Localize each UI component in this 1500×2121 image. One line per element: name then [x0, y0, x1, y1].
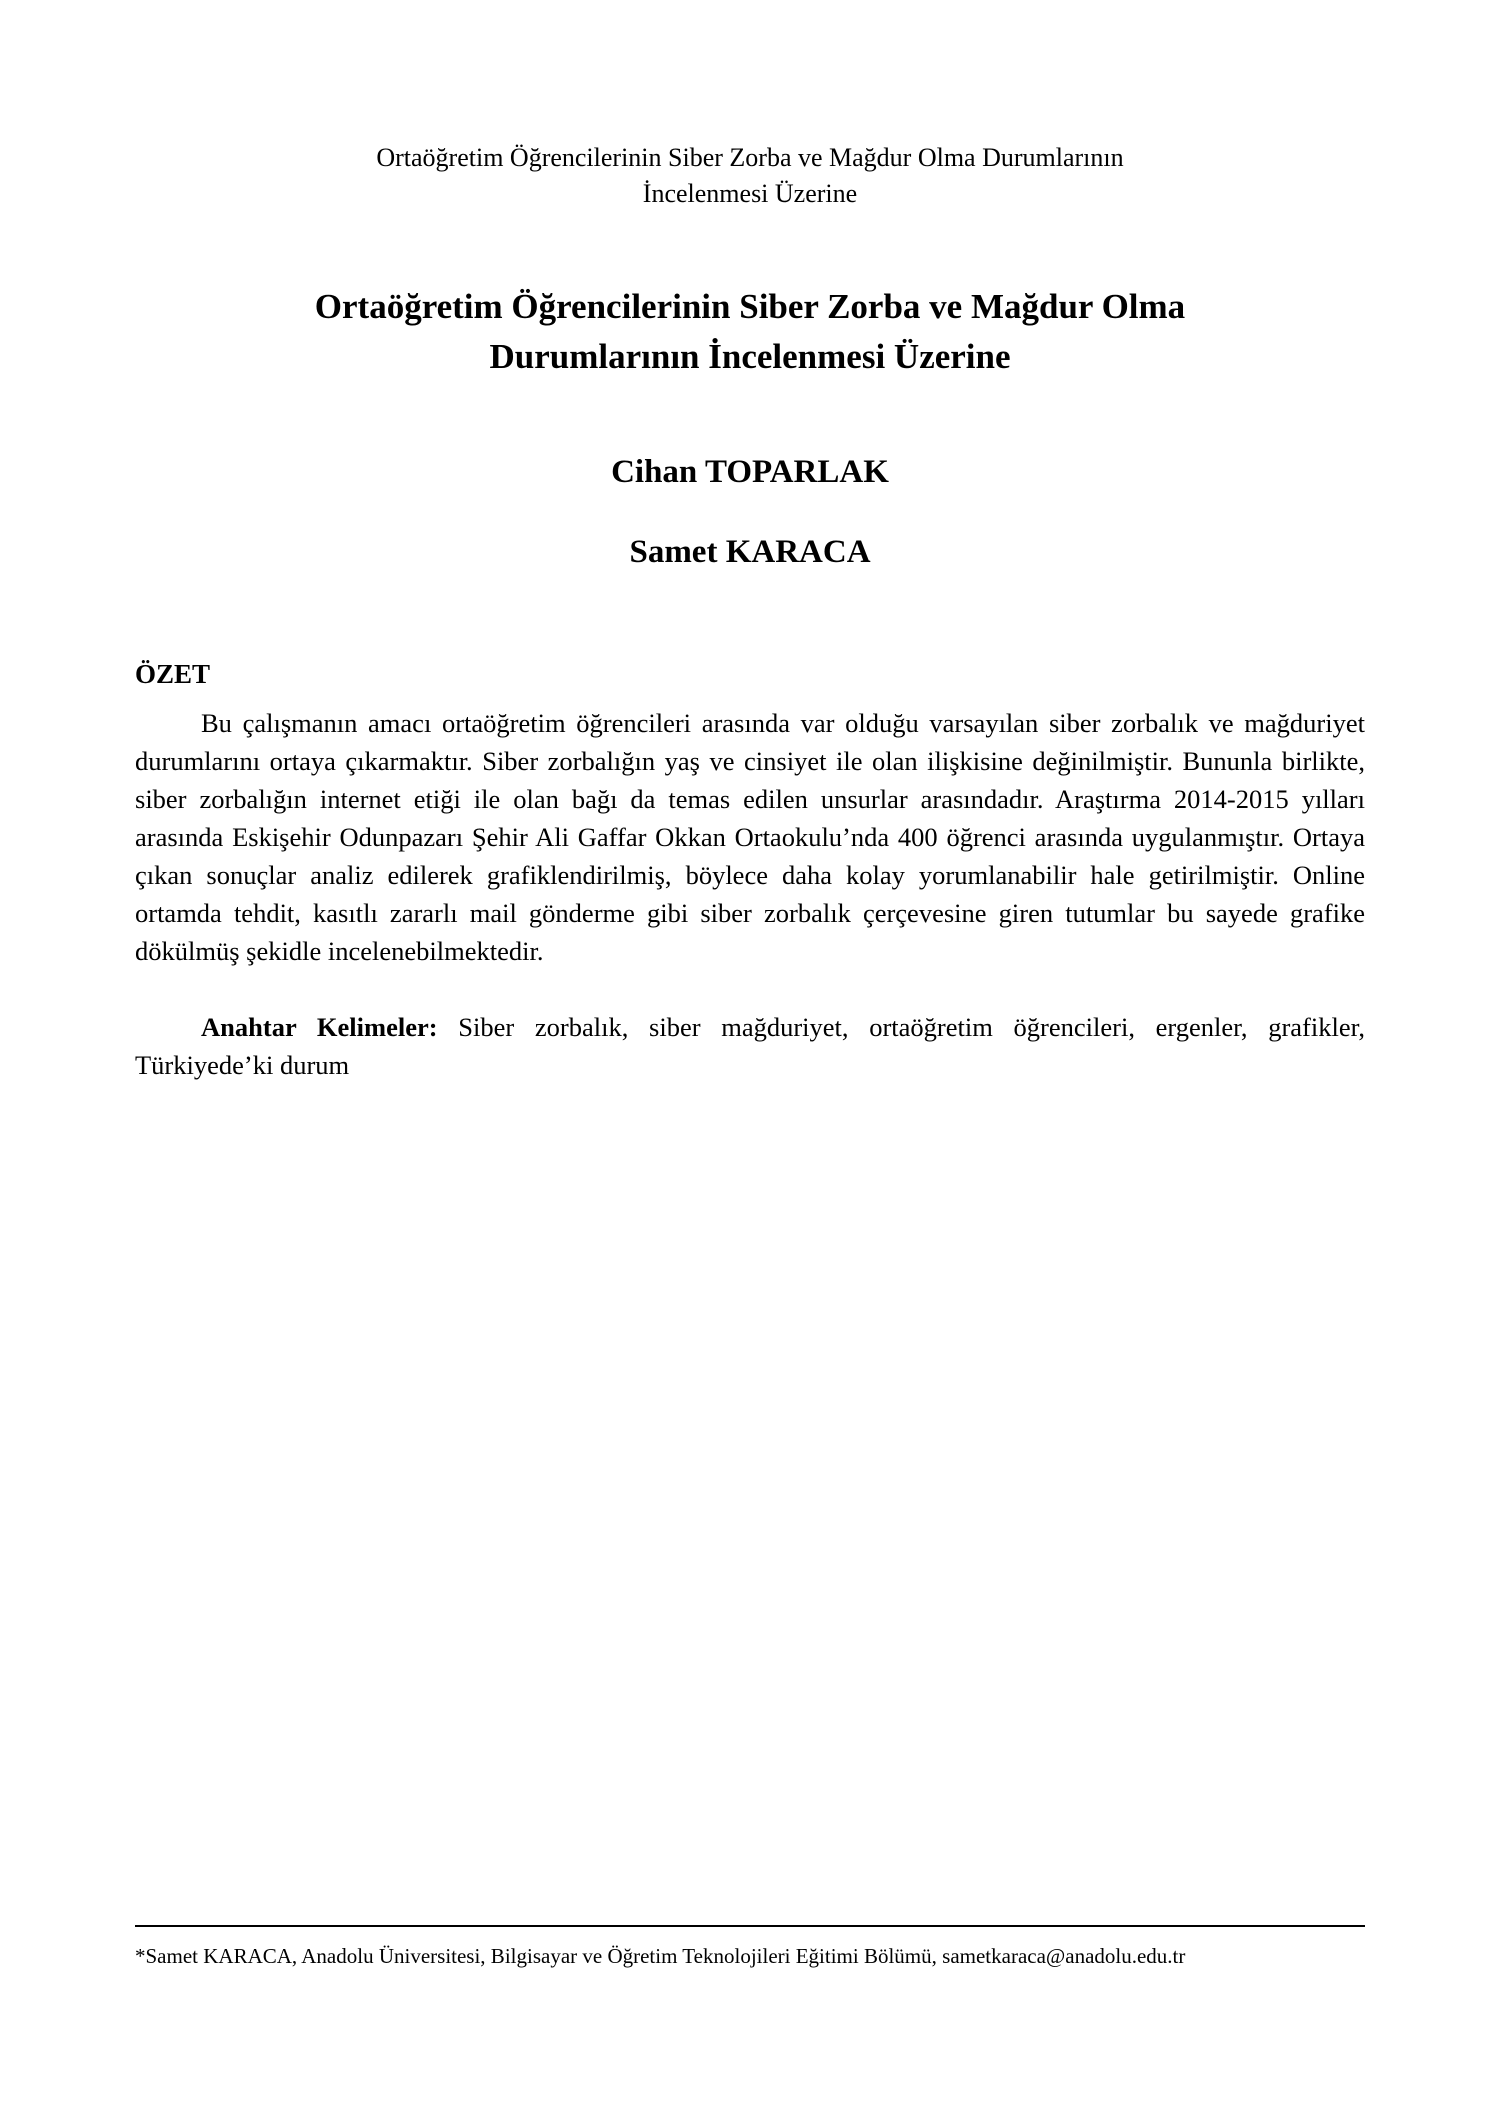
paper-title: Ortaöğretim Öğrencilerinin Siber Zorba ve Mağdur Olma Durumlarının İncelenmesi Üzerine [314, 287, 1186, 376]
keywords-text: Siber zorbalık, siber mağduriyet, ortaöğretim öğrencileri, ergenler, grafikler, Türkiyede’ki durum [135, 1012, 1365, 1080]
author-name-1: Cihan TOPARLAK [611, 454, 889, 490]
running-head-line2: İncelenmesi Üzerine [642, 179, 858, 208]
abstract-heading: ÖZET [135, 659, 211, 689]
keywords-paragraph [135, 1008, 1365, 1084]
footnote-separator [135, 1925, 1365, 1927]
author-name-2: Samet KARACA [629, 534, 871, 570]
running-head [135, 140, 1365, 212]
footnote-area [135, 1925, 1365, 1971]
keywords-label: Anahtar Kelimeler: [201, 1012, 438, 1042]
footnote-text: *Samet KARACA, Anadolu Üniversitesi, Bilgisayar ve Öğretim Teknolojileri Eğitimi Bölümü, sametkaraca@anadolu.edu.tr [135, 1944, 1186, 1968]
abstract-paragraph: Bu çalışmanın amacı ortaöğretim öğrencileri arasında var olduğu varsayılan siber zorbalık ve mağduriyet durumlarını ortaya çıkarmaktır. Siber zorbalığın yaş ve cinsiyet ile olan ilişkisine değinilmiştir. Bununla birlikte, siber zorbalığın internet etiği ile olan bağı da temas edilen unsurlar arasındadır. Araştırma 2014-2015 yılları arasında Eskişehir Odunpazarı Şehir Ali Gaffar Okkan Ortaokulu’nda 400 öğrenci arasında uygulanmıştır. Ortaya çıkan sonuçlar analiz edilerek grafiklendirilmiş, böylece daha kolay yorumlanabilir hale getirilmiştir. Online ortamda tehdit, kasıtlı zararlı mail gönderme gibi siber zorbalık çerçevesine giren tutumlar bu sayede grafike dökülmüş şekidle incelenebilmektedir. [135, 708, 1365, 966]
running-head-line1: Ortaöğretim Öğrencilerinin Siber Zorba ve Mağdur Olma Durumlarının [376, 143, 1124, 172]
